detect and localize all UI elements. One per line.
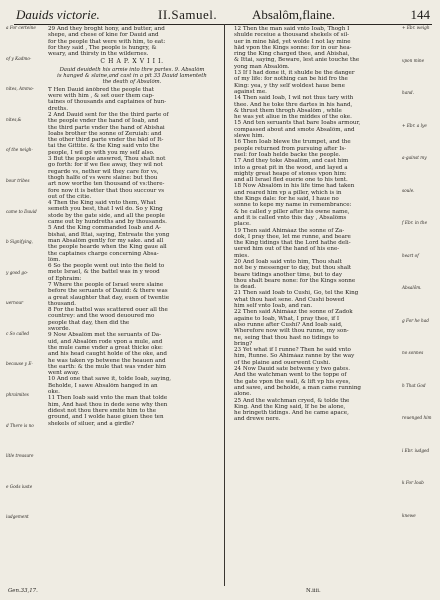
text-line: beare tidings another time, but to day <box>234 271 343 278</box>
margin-note: f Ebr. in the <box>402 220 428 225</box>
text-line: weary, and thirsty in the wildernes. <box>48 51 149 58</box>
text-line: ring the King charged thee, and Abishai, <box>234 51 350 58</box>
text-line: didest not thou there smite him to the <box>48 407 157 414</box>
text-line: the Kings dale: for he said, I haue no <box>234 196 339 203</box>
text-line: sonne to kepe my name in remembrance: <box>234 202 352 209</box>
text-line: 19 Then said Ahimáaz the sonne of Za- <box>234 227 345 234</box>
text-line: stode by the gate side, and all the people <box>48 212 165 219</box>
text-line: place. <box>234 221 251 228</box>
text-line: And the watchman went to the toppe of <box>234 372 347 379</box>
argument-line: is hanged & slaine,and cast in a pit 33 Dauid lamenteth <box>57 72 207 79</box>
text-line: he bringeth tidings. And he came apace, <box>234 410 349 417</box>
text-line: and it is called vnto this day , Absalôms <box>234 214 347 221</box>
footer-reference: Gen.33,17. <box>8 588 38 594</box>
text-line: people returned from pursuing after Is- <box>234 145 347 152</box>
text-line: yong man Absalôm. <box>234 63 290 70</box>
text-line: 6 So the people went out into the field to <box>48 263 165 270</box>
text-line: 21 Then said Ioab to Cushi, Go, tel the King <box>234 290 359 297</box>
text-line: regarde vs, nether wil they care for vs, <box>48 168 159 175</box>
text-line: before the seruants of Dauid: & there was <box>48 288 168 295</box>
text-line: were with him , & set ouer them cap- <box>48 93 154 100</box>
text-line: Ioabs brother the sonne of Zeruiah: and <box>48 130 162 137</box>
column-divider <box>224 24 225 586</box>
text-line: countrey: and the wood deuoured mo <box>48 313 155 320</box>
text-line: into a great pit in the wood, and layed a <box>234 164 348 171</box>
text-line: King: yea, y thy self woldest haue bene <box>234 82 345 89</box>
margin-note: uernour <box>6 300 24 305</box>
text-line: Beholde, I sawe Absalôm hanged in an <box>48 382 158 389</box>
text-line: and reared him vp a piller, which is in <box>234 189 342 196</box>
text-line: & Ittai, saying, Beware, lest anie touche the <box>234 57 360 64</box>
text-line: and drewe nere. <box>234 416 281 423</box>
text-line: against me. <box>234 88 267 95</box>
margin-note: + Ebr. a lye <box>402 123 427 128</box>
text-line: mighty great heape of stones vpon him: <box>234 170 347 177</box>
text-line: shulde receiue a thousand shekels of sil- <box>234 32 350 39</box>
text-line: thou shalt beare none: for the Kings sonne <box>234 277 356 284</box>
margin-note: Absalôm. <box>402 285 422 290</box>
text-line: 29 And they broght hony, and butter, and <box>48 26 165 32</box>
text-line: 2 And Dauid sent for the the third parte of <box>48 111 169 118</box>
text-line: and his head caught holde of the oke, and <box>48 351 167 358</box>
text-line: hād vpon the Kings sonne: for in our hea- <box>234 44 352 51</box>
text-line: went away. <box>48 370 80 377</box>
text-line: people that day, then did the <box>48 319 130 326</box>
text-line: semeth you best, that I wil do. So y King <box>48 206 163 213</box>
margin-note: vpon mine <box>402 58 425 63</box>
text-line: 22 Then said Ahimáaz the sonne of Zadok <box>234 309 353 316</box>
text-line: slewe him. <box>234 133 265 140</box>
text-line: 3 But the people answred, Thou shalt not <box>48 156 166 163</box>
text-line: came out by hundreths and by thousands. <box>48 219 167 226</box>
chapter-heading: C H A P. X V I I I. <box>100 58 164 66</box>
text-line: & thrust them throgh Absalôm , while <box>234 107 342 114</box>
text-line: fore now it is better that thou succour vs <box>48 187 165 194</box>
text-line: art now worthe ten thousand of vs:there- <box>48 181 165 188</box>
text-line: the people hearde when the King gaue all <box>48 244 167 251</box>
text-line: tai the Gittite. & the King said vnto the <box>48 143 160 150</box>
argument-line: the death of Absalôm. <box>102 78 162 85</box>
text-line: of Ephraim: <box>48 275 82 282</box>
margin-note: a For certeine <box>6 25 36 30</box>
margin-note: y good go- <box>6 270 29 275</box>
margin-note: litle treasure <box>6 453 34 458</box>
text-line: what thou hast sene. And Cushi bowed <box>234 296 345 303</box>
margin-note: h That God <box>402 383 426 388</box>
text-line: 8 For the battel was scattered ouer all the <box>48 307 168 314</box>
margin-note: phraimites <box>6 392 29 397</box>
chapter-argument <box>48 67 216 85</box>
text-line: & he called y piller after his owne name, <box>234 208 350 215</box>
text-line: 24 Now Dauid sate betwene y two gates. <box>234 366 351 373</box>
text-line: compassed about and smote Absalôm, and <box>234 126 355 133</box>
text-line: out of the citie. <box>48 193 92 200</box>
text-line: shepe, and chese of kine for Dauid and <box>48 32 159 39</box>
text-line: dreths. <box>48 105 69 112</box>
text-line: people, I wil go with you my self also. <box>48 149 155 156</box>
text-line: 11 Then Ioab said vnto the man that tolde <box>48 395 168 402</box>
text-line: for the people that were with him, to eat: <box>48 38 166 45</box>
margin-note: d There is no <box>6 423 34 428</box>
margin-note: g For he had <box>402 318 429 323</box>
text-line: mies. <box>234 252 250 259</box>
text-line: not be y messenger to day, but thou shalt <box>234 265 352 272</box>
margin-note: b Signifying, <box>6 239 33 244</box>
text-line: 13 If I had done it, it shulde be the danger <box>234 70 355 77</box>
margin-note: soule. <box>402 188 415 193</box>
margin-note: e Gods iuste <box>6 484 33 489</box>
left-column-verses <box>48 87 216 427</box>
text-line: 14 Then said Ioab, I wil not thus tary with <box>234 95 354 102</box>
text-line: 16 Then Ioab blewe the trumpet, and the <box>234 139 351 146</box>
left-column <box>48 26 216 427</box>
text-line: alone. <box>234 391 252 398</box>
text-line: also runne after Cushi? And Ioab said, <box>234 321 343 328</box>
text-line: the third parte vnder the hand of Abishai <box>48 124 165 131</box>
text-line: thee. And he toke thre dartes in his hand, <box>234 101 353 108</box>
page-subject: Absalôm,flaine. <box>252 7 336 22</box>
margin-note: iudgement <box>6 514 29 519</box>
page-number: 144 <box>410 7 430 22</box>
left-column-top-verses <box>48 26 216 57</box>
text-line: 20 And Ioab said vnto him, Thou shalt <box>234 258 342 265</box>
text-line: shekels of siluer, and a girdle? <box>48 420 135 427</box>
margin-note: hand. <box>402 90 414 95</box>
margin-note: a-gainst my <box>402 155 427 160</box>
header-rule <box>14 24 432 25</box>
text-line: King. And the King said, If he be alone, <box>234 403 346 410</box>
text-line: the mule came vnder a great thicke oke: <box>48 344 163 351</box>
margin-note: reuenged him <box>402 415 432 420</box>
text-line: 7 Where the people of Israel were slaine <box>48 281 164 288</box>
text-line: the people vnder the hand of Ioab, and <box>48 118 159 125</box>
text-line: the gate vpon the wall, & lift vp his eyes, <box>234 378 351 385</box>
text-line: 9 Now Absalôm met the seruants of Da- <box>48 332 162 339</box>
text-line: 23 Yet what if I runne? Then he said vnto <box>234 347 351 354</box>
margin-note: i Ebr. iudged <box>402 448 430 453</box>
text-line: 12 Then the man said vnto Ioab, Thogh I <box>234 26 350 32</box>
text-line: T Hen Dauid ânôbred the people that <box>48 86 154 93</box>
text-line: a great slaughter that day, euen of twentie <box>48 294 170 301</box>
margin-note: no sonnes <box>402 350 424 355</box>
text-line: thousand. <box>48 300 76 307</box>
margin-note: knewe <box>402 513 416 518</box>
text-line: ne, seing that thou hast no tidings to <box>234 334 339 341</box>
text-line: of my life: for nothing can be hid fro the <box>234 76 348 83</box>
text-line: 25 And the watchman cryed, & tolde the <box>234 397 350 404</box>
text-line: dok, I pray thee, let me runne, and beare <box>234 233 351 240</box>
text-line: of the plaine and ouerwent Cushi. <box>234 359 331 366</box>
right-column-verses <box>234 26 398 423</box>
text-line: lôm. <box>48 256 61 263</box>
text-line: sworde. <box>48 326 71 333</box>
text-line: the other third parte vnder the hād of It- <box>48 137 164 144</box>
signature-mark: N.iiii. <box>306 588 321 594</box>
text-line: uer in mine hād, yet wolde I not lay mine <box>234 38 351 45</box>
right-column <box>234 26 398 423</box>
margin-note: nites, Ammo- <box>6 86 34 91</box>
text-line: go forth: for if we flee away, they wil not <box>48 162 163 169</box>
book-title: II.Samuel. <box>158 7 218 22</box>
margin-note: nites,& <box>6 117 22 122</box>
margin-note: + Ebr. weigh <box>402 25 430 30</box>
text-line: the King tidings that the Lord hathe deli- <box>234 240 351 247</box>
text-line: the earth: & the mule that was vnder him <box>48 363 167 370</box>
text-line: bring? <box>234 340 253 347</box>
text-line: 17 And they toke Absalôm, and cast him <box>234 158 349 165</box>
text-line: rael: for Ioab helde backe the people. <box>234 151 341 158</box>
text-line: mete Israel, & the battel was in y wood <box>48 269 160 276</box>
argument-line: Dauid deuideth his armie into thre partes. 9. Absalôm <box>59 66 205 73</box>
text-line: taines of thousands and captaines of hun- <box>48 99 167 106</box>
margin-note: c So called <box>6 331 30 336</box>
text-line: him, And hast thou in dede sene why then <box>48 401 168 408</box>
margin-note: of y Kadmo- <box>6 56 32 61</box>
margin-note: because y E- <box>6 361 33 366</box>
text-line: and all Israel fled euerie one to his tent. <box>234 177 348 184</box>
text-line: is dead. <box>234 284 257 291</box>
text-line: oke. <box>48 389 60 396</box>
text-line: he was yet aliue in the middes of the oke. <box>234 114 352 121</box>
text-line: Wherefore now wilt thou runne, my son- <box>234 328 349 335</box>
margin-note: heart of <box>402 253 419 258</box>
text-line: bishai, and Ittai, saying, Entreate the yong <box>48 231 170 238</box>
margin-note: k For Ioab <box>402 480 424 485</box>
text-line: he was taken vp betwene the heauen and <box>48 357 166 364</box>
text-line: man Absalôm gently for my sake. and all <box>48 237 164 244</box>
running-head: Dauids victorie. <box>16 7 100 22</box>
text-line: 4 Then the King said vnto them, What <box>48 200 156 207</box>
text-line: ground, and I wolde haue giuen thee ten <box>48 414 164 421</box>
text-line: him, Runne. So Ahimáaz ranne by the way <box>234 353 355 360</box>
text-line: thogh halfe of vs were slaine: but thou <box>48 174 158 181</box>
margin-note: bour tribes <box>6 178 30 183</box>
page-header <box>16 6 430 24</box>
text-line: him self vnto Ioab, and ran. <box>234 303 313 310</box>
text-line: 15 And ten seruants that bare Ioabs armour, <box>234 120 361 127</box>
text-line: againe to Ioab, What, I pray thee, if I <box>234 315 340 322</box>
text-line: uered him out of the hand of his ene- <box>234 246 340 253</box>
margin-note: of the neigh- <box>6 147 33 152</box>
text-line: 5 And the King commanded Ioab and A- <box>48 225 162 232</box>
margin-note: came to Dauid <box>6 209 37 214</box>
text-line: the captaines charge concerning Absa- <box>48 250 159 257</box>
text-line: 18 Now Absalôm in his life time had taken <box>234 183 355 190</box>
text-line: for they said , The people is hungry, & <box>48 44 157 51</box>
text-line: 10 And one that sawe it, tolde Ioab, saying, <box>48 376 172 383</box>
text-line: uid, and Absalôm rode vpon a mule, and <box>48 338 163 345</box>
text-line: and sawe, and beholde, a man came running <box>234 384 361 391</box>
